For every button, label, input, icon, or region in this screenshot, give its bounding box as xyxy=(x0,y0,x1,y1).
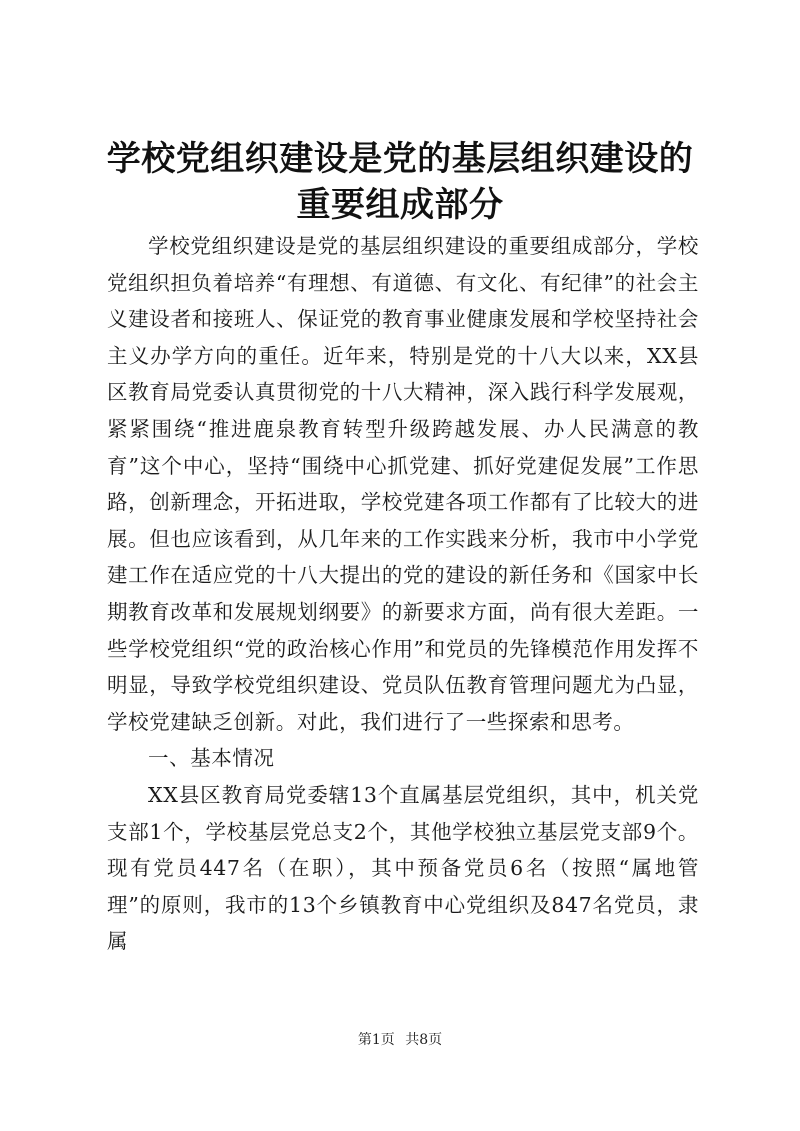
document-body xyxy=(107,228,699,960)
page-footer xyxy=(0,1030,800,1050)
intro-paragraph: 学校党组织建设是党的基层组织建设的重要组成部分，学校党组织担负着培养“有理想、有道德、有文化、有纪律”的社会主义建设者和接班人、保证党的教育事业健康发展和学校坚持社会主义办学方向的重任。近年来，特别是党的十八大以来，XX县区教育局党委认真贯彻党的十八大精神，深入践行科学发展观，紧紧围绕“推进鹿泉教育转型升级跨越发展、办人民满意的教育”这个中心，坚持“围绕中心抓党建、抓好党建促发展”工作思路，创新理念，开拓进取，学校党建各项工作都有了比较大的进展。但也应该看到，从几年来的工作实践来分析，我市中小学党建工作在适应党的十八大提出的党的建设的新任务和《国家中长期教育改革和发展规划纲要》的新要求方面，尚有很大差距。一些学校党组织“党的政治核心作用”和党员的先锋模范作用发挥不明显，导致学校党组织建设、党员队伍教育管理问题尤为凸显，学校党建缺乏创新。对此，我们进行了一些探索和思考。 xyxy=(107,234,699,734)
section-paragraph: XX县区教育局党委辖13个直属基层党组织，其中，机关党支部1个，学校基层党总支2个，其他学校独立基层党支部9个。现有党员447名（在职），其中预备党员6名（按照“属地管理”的原则，我市的13个乡镇教育中心党组织及847名党员，隶属 xyxy=(107,782,699,954)
page-number: 第1页 xyxy=(357,1032,395,1048)
section-heading: 一、基本情况 xyxy=(148,746,275,771)
page-total: 共8页 xyxy=(405,1032,443,1048)
document-title: 学校党组织建设是党的基层组织建设的重要组成部分 xyxy=(106,139,694,225)
